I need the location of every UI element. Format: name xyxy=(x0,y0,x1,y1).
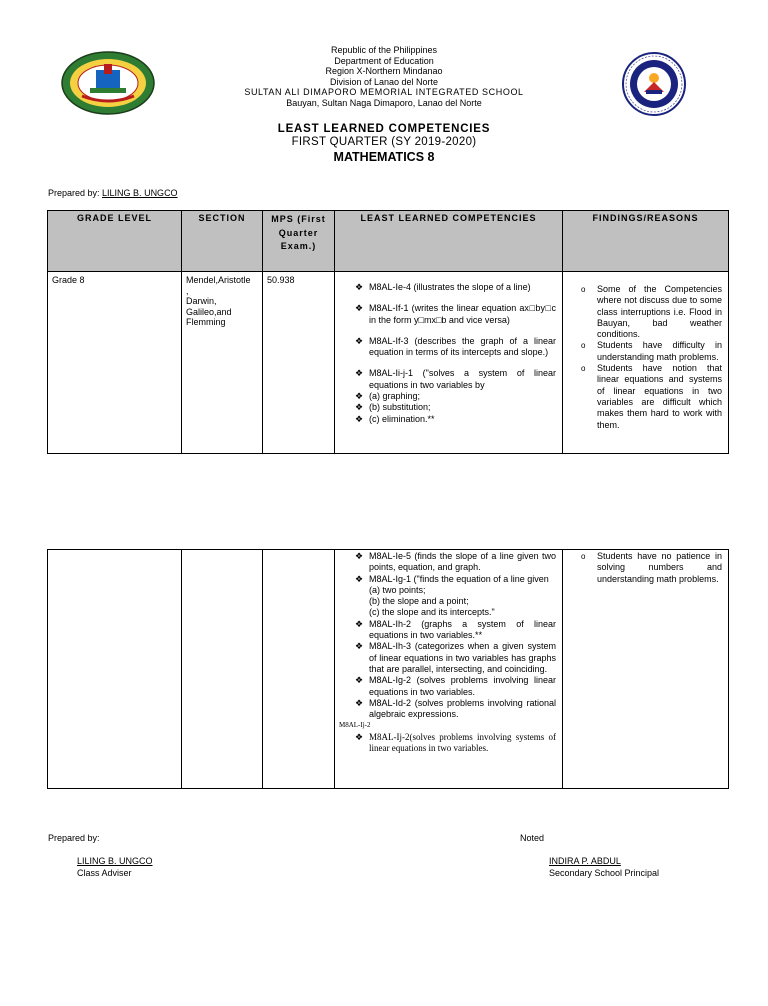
grade-cell: Grade 8 xyxy=(48,272,182,454)
list-item: (a) two points; xyxy=(369,584,426,595)
region-line: Region X-Northern Mindanao xyxy=(325,66,443,76)
list-item: o Students have no patience in solving numbers and understanding math problems. xyxy=(581,551,722,584)
diamond-bullet-icon: ❖ xyxy=(355,675,364,686)
table-row xyxy=(48,550,729,789)
section-cell xyxy=(182,272,263,454)
diamond-bullet-icon: ❖ xyxy=(355,697,364,708)
division-line: Division of Lanao del Norte xyxy=(329,76,439,87)
diamond-bullet-icon: ❖ xyxy=(355,391,364,402)
list-item: (b) the slope and a point; xyxy=(369,596,469,607)
adviser-name: LILING B. UNGCO xyxy=(77,856,153,866)
mps-cell: 50.938 xyxy=(263,272,335,454)
header-findings: FINDINGS/REASONS xyxy=(563,211,729,272)
diamond-bullet-icon: ❖ xyxy=(355,551,364,561)
preparer-name: LILING B. UNGCO xyxy=(102,188,178,198)
diamond-bullet-icon: ❖ xyxy=(355,402,364,413)
list-item: o Some of the Competencies where not discuss due to some class interruptions i.e. Flood in Bauyan, bad weather conditions. xyxy=(581,284,722,340)
diamond-bullet-icon: ❖ xyxy=(355,368,364,379)
list-item: ❖ M8AL-Ig-2 (solves problems involving linear equations in two variables. xyxy=(355,675,556,697)
list-item: ❖ M8AL-Ij-2(solves problems involving systems of linear equations in two variables. xyxy=(355,731,556,754)
header-grade-level: GRADE LEVEL xyxy=(48,211,182,272)
school-address: Bauyan, Sultan Naga Dimaporo, Lanao del Norte xyxy=(286,97,482,108)
circle-bullet-icon: o xyxy=(581,341,586,351)
subject-title: MATHEMATICS 8 xyxy=(333,150,435,164)
list-item: o Students have notion that linear equations and systems of linear equations in two variables are difficult which makes them hard to work with them. xyxy=(581,363,722,430)
section-line: Darwin, xyxy=(186,296,217,306)
grade-cell xyxy=(48,550,182,789)
competencies-table-continued xyxy=(47,549,729,789)
letterhead xyxy=(180,45,588,108)
competencies-table xyxy=(47,210,729,454)
circle-bullet-icon: o xyxy=(581,285,586,294)
list-item: ❖ M8AL-Id-2 (solves problems involving rational algebraic expressions. xyxy=(355,697,556,720)
list-item: ❖ M8AL-Ig-1 ("finds the equation of a line given xyxy=(355,573,549,584)
list-item: (c) the slope and its intercepts." xyxy=(369,607,495,618)
list-item: ❖ M8AL-If-1 (writes the linear equation ax□by□c in the form y□mx□b and vice versa) xyxy=(355,303,556,325)
diamond-bullet-icon: ❖ xyxy=(355,573,364,584)
diamond-bullet-icon: ❖ xyxy=(355,731,364,742)
list-item: ❖ M8AL-Ih-2 (graphs a system of linear equations in two variables.** xyxy=(355,618,556,641)
diamond-bullet-icon: ❖ xyxy=(355,282,364,292)
diamond-bullet-icon: ❖ xyxy=(355,618,364,629)
section-cell xyxy=(182,550,263,789)
list-item: ❖ (b) substitution; xyxy=(355,402,431,413)
adviser-signature-block xyxy=(77,856,153,879)
principal-name: INDIRA P. ABDUL xyxy=(549,856,621,866)
header-section: SECTION xyxy=(182,211,263,272)
principal-title: Secondary School Principal xyxy=(549,867,660,878)
list-item: ❖ M8AL-Ie-4 (illustrates the slope of a line) xyxy=(355,282,531,292)
section-line: Mendel,Aristotle xyxy=(186,275,251,285)
list-item: ❖ M8AL-If-3 (describes the graph of a linear equation in terms of its intercepts and slope.) xyxy=(355,335,556,358)
list-item: ❖ (c) elimination.** xyxy=(355,413,435,424)
section-line: , xyxy=(186,285,189,296)
circle-bullet-icon: o xyxy=(581,552,586,561)
list-item: ❖ (a) graphing; xyxy=(355,391,421,402)
list-item: ❖ M8AL-Ii-j-1 ("solves a system of linear equations in two variables by xyxy=(355,368,556,390)
quarter-subtitle: FIRST QUARTER (SY 2019-2020) xyxy=(291,136,477,148)
prepared-by-label: Prepared by: xyxy=(48,188,100,198)
list-item: ❖ M8AL-Ie-5 (finds the slope of a line given two points, equation, and graph. xyxy=(355,551,556,573)
findings-cell xyxy=(563,550,729,789)
department-line: Department of Education xyxy=(334,55,434,66)
adviser-title: Class Adviser xyxy=(77,867,132,878)
table-row xyxy=(48,272,729,454)
findings-cell xyxy=(563,272,729,454)
diamond-bullet-icon: ❖ xyxy=(355,335,364,346)
competencies-cell xyxy=(335,550,563,789)
header-mps: MPS (First Quarter Exam.) xyxy=(263,211,335,272)
list-item: o Students have difficulty in understanding math problems. xyxy=(581,340,722,362)
deped-seal-logo xyxy=(604,52,704,116)
document-title: LEAST LEARNED COMPETENCIES xyxy=(277,123,491,135)
competencies-cell xyxy=(335,272,563,454)
diamond-bullet-icon: ❖ xyxy=(355,413,364,424)
document-titles xyxy=(180,122,588,165)
footer-noted-label: Noted xyxy=(520,833,545,843)
section-line: Galileo,and xyxy=(186,306,232,317)
prepared-by-top xyxy=(48,188,178,198)
footer-prepared-label: Prepared by: xyxy=(48,833,100,843)
school-logo xyxy=(60,50,156,116)
school-name: SULTAN ALI DIMAPORO MEMORIAL INTEGRATED SCHOOL xyxy=(244,87,524,97)
circle-bullet-icon: o xyxy=(581,364,586,374)
country-line: Republic of the Philippines xyxy=(330,45,438,55)
header-competencies: LEAST LEARNED COMPETENCIES xyxy=(335,211,563,272)
mps-cell xyxy=(263,550,335,789)
list-item: M8AL-Ij-2 xyxy=(339,721,371,730)
diamond-bullet-icon: ❖ xyxy=(355,303,364,314)
principal-signature-block xyxy=(549,856,659,879)
list-item: ❖ M8AL-Ih-3 (categorizes when a given system of linear equations in two variables has graphs that are parallel, intersecting, and coinciding. xyxy=(355,641,556,674)
diamond-bullet-icon: ❖ xyxy=(355,641,364,652)
section-line: Flemming xyxy=(186,317,226,327)
